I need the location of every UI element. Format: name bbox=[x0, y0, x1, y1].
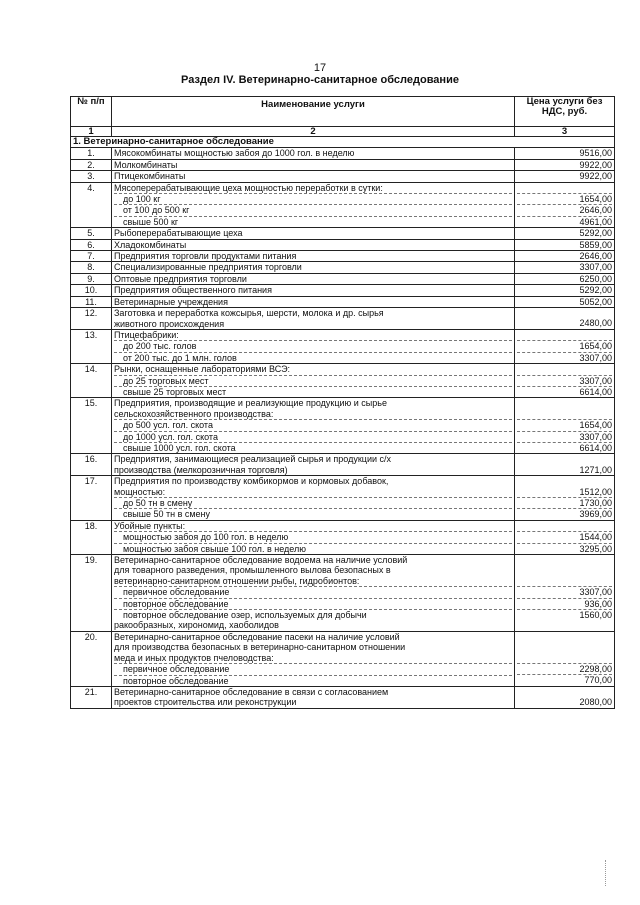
sub-item-price: 2646,00 bbox=[517, 204, 612, 215]
table-row bbox=[71, 686, 615, 708]
name-line: животного происхождения bbox=[114, 318, 225, 329]
row-price bbox=[515, 182, 615, 228]
row-price bbox=[515, 296, 615, 307]
row-number: 5. bbox=[71, 228, 112, 239]
price-spacer bbox=[517, 454, 612, 464]
row-price bbox=[515, 239, 615, 250]
sub-item-name: мощностью забоя свыше 100 гол. в неделю bbox=[114, 543, 512, 554]
name-line: Предприятия, занимающиеся реализацией сырья и продукции с/х bbox=[114, 454, 392, 465]
table-row bbox=[71, 285, 615, 296]
table-row bbox=[71, 308, 615, 330]
row-number: 12. bbox=[71, 308, 112, 330]
column-index: 1 bbox=[71, 127, 112, 137]
table-row bbox=[71, 296, 615, 307]
row-name bbox=[112, 182, 515, 228]
sub-item-name: ракообразных, хирономид, хаоболидов bbox=[114, 620, 279, 631]
name-line: Убойные пункты: bbox=[114, 520, 186, 531]
table-row bbox=[71, 398, 615, 454]
row-number: 8. bbox=[71, 262, 112, 273]
row-number: 4. bbox=[71, 182, 112, 228]
row-number: 16. bbox=[71, 454, 112, 476]
row-number: 13. bbox=[71, 329, 112, 363]
sub-item-price: 1560,00 bbox=[517, 609, 612, 620]
price-value: 9516,00 bbox=[579, 148, 612, 159]
price-value bbox=[517, 576, 612, 586]
table-row bbox=[71, 273, 615, 284]
row-number: 11. bbox=[71, 296, 112, 307]
price-value bbox=[517, 330, 612, 340]
table-row bbox=[71, 364, 615, 398]
sub-item-price: 3307,00 bbox=[517, 375, 612, 386]
row-price bbox=[515, 520, 615, 554]
name-line: Рынки, оснащенные лабораториями ВСЭ: bbox=[114, 364, 291, 375]
section-label: 1. Ветеринарно-санитарное обследование bbox=[71, 137, 615, 148]
table-row bbox=[71, 555, 615, 632]
row-number: 20. bbox=[71, 631, 112, 686]
row-number: 1. bbox=[71, 148, 112, 159]
table-row bbox=[71, 329, 615, 363]
row-price bbox=[515, 308, 615, 330]
name-line: ветеринарно-санитарном отношении рыбы, гидробионтов: bbox=[114, 575, 360, 586]
sub-item-price: 6614,00 bbox=[517, 386, 612, 397]
sub-item-name: до 500 усл. гол. скота bbox=[114, 419, 512, 430]
row-price bbox=[515, 476, 615, 521]
sub-item-price: 770,00 bbox=[517, 674, 612, 685]
name-line: проектов строительства или реконструкции bbox=[114, 697, 297, 708]
row-price bbox=[515, 285, 615, 296]
name-line: Ветеринарные учреждения bbox=[114, 296, 228, 307]
column-index: 2 bbox=[112, 127, 515, 137]
name-line: Ветеринарно-санитарное обследование пасеки на наличие условий bbox=[114, 631, 400, 642]
row-name bbox=[112, 454, 515, 476]
sub-item-price: 1654,00 bbox=[517, 193, 612, 204]
name-line: Рыбоперерабатывающие цеха bbox=[114, 228, 243, 239]
name-line: Заготовка и переработка кожсырья, шерсти, молока и др. сырья bbox=[114, 308, 384, 319]
row-price bbox=[515, 555, 615, 632]
sub-item-price: 3307,00 bbox=[517, 431, 612, 442]
row-number: 18. bbox=[71, 520, 112, 554]
row-number: 3. bbox=[71, 171, 112, 182]
row-name bbox=[112, 686, 515, 708]
row-price bbox=[515, 273, 615, 284]
scan-mark bbox=[605, 860, 607, 886]
sub-item-price: 936,00 bbox=[517, 598, 612, 609]
row-name bbox=[112, 273, 515, 284]
row-name bbox=[112, 228, 515, 239]
section-title: Раздел IV. Ветеринарно-санитарное обследование bbox=[181, 74, 459, 86]
price-spacer bbox=[517, 476, 612, 486]
row-number: 17. bbox=[71, 476, 112, 521]
row-price bbox=[515, 631, 615, 686]
name-line: Ветеринарно-санитарное обследование водоема на наличие условий bbox=[114, 555, 408, 566]
price-value: 1271,00 bbox=[579, 464, 612, 475]
price-spacer bbox=[517, 555, 612, 565]
sub-item-price: 1730,00 bbox=[517, 497, 612, 508]
price-value: 9922,00 bbox=[579, 159, 612, 170]
price-value: 5052,00 bbox=[579, 296, 612, 307]
price-value: 5292,00 bbox=[579, 228, 612, 239]
sub-item-name: повторное обследование озер, используемых для добычи bbox=[114, 609, 512, 620]
price-value bbox=[517, 521, 612, 531]
table-header-row bbox=[71, 97, 615, 127]
table-row bbox=[71, 251, 615, 262]
row-name bbox=[112, 520, 515, 554]
header-num: № п/п bbox=[71, 97, 112, 127]
price-spacer bbox=[517, 632, 612, 642]
name-line: Ветеринарно-санитарное обследование в связи с согласованием bbox=[114, 686, 389, 697]
price-spacer bbox=[517, 620, 612, 630]
sub-item-name: до 100 кг bbox=[114, 193, 512, 204]
name-line: Птицефабрики: bbox=[114, 329, 179, 340]
name-line: Мясоперерабатывающие цеха мощностью переработки в сутки: bbox=[114, 182, 383, 193]
sub-item-name: до 1000 усл. гол. скота bbox=[114, 431, 512, 442]
price-value bbox=[517, 364, 612, 374]
header-price: Цена услуги без НДС, руб. bbox=[515, 97, 615, 127]
sub-item-name: свыше 25 торговых мест bbox=[114, 386, 512, 397]
name-line: Предприятия, производящие и реализующие продукцию и сырье bbox=[114, 398, 387, 409]
table-row bbox=[71, 182, 615, 228]
sub-item-name: свыше 50 тн в смену bbox=[114, 508, 512, 519]
sub-item-price: 6614,00 bbox=[517, 442, 612, 453]
sub-item-name: повторное обследование bbox=[114, 598, 512, 609]
name-line: меда и иных продуктов пчеловодства: bbox=[114, 652, 274, 663]
sub-item-price: 1654,00 bbox=[517, 340, 612, 351]
table-row bbox=[71, 159, 615, 170]
row-name bbox=[112, 398, 515, 454]
sub-item-price: 3307,00 bbox=[517, 352, 612, 363]
row-name bbox=[112, 285, 515, 296]
sub-item-name: от 100 до 500 кг bbox=[114, 204, 512, 215]
price-value: 2480,00 bbox=[579, 318, 612, 329]
sub-item-name: от 200 тыс. до 1 млн. голов bbox=[114, 352, 512, 363]
row-name bbox=[112, 631, 515, 686]
name-line: Мясокомбинаты мощностью забоя до 1000 гол. в неделю bbox=[114, 148, 355, 159]
row-price bbox=[515, 329, 615, 363]
name-line: производства (мелкорозничная торговля) bbox=[114, 464, 288, 475]
name-line: Птицекомбинаты bbox=[114, 171, 186, 182]
row-name bbox=[112, 308, 515, 330]
price-spacer bbox=[517, 642, 612, 652]
sub-item-name: повторное обследование bbox=[114, 675, 512, 686]
row-price bbox=[515, 159, 615, 170]
table-row bbox=[71, 454, 615, 476]
row-number: 21. bbox=[71, 686, 112, 708]
name-line: Предприятия торговли продуктами питания bbox=[114, 251, 297, 262]
row-number: 6. bbox=[71, 239, 112, 250]
row-name bbox=[112, 296, 515, 307]
row-number: 14. bbox=[71, 364, 112, 398]
name-line: Специализированные предприятия торговли bbox=[114, 262, 302, 273]
table-row bbox=[71, 262, 615, 273]
row-number: 10. bbox=[71, 285, 112, 296]
price-value: 2080,00 bbox=[579, 697, 612, 708]
name-line: для товарного разведения, промышленного вылова безопасных в bbox=[114, 565, 391, 576]
table-row bbox=[71, 631, 615, 686]
sub-item-name: первичное обследование bbox=[114, 586, 512, 597]
price-value: 5859,00 bbox=[579, 239, 612, 250]
price-spacer bbox=[517, 565, 612, 575]
sub-item-price: 3969,00 bbox=[517, 508, 612, 519]
row-price bbox=[515, 171, 615, 182]
row-price bbox=[515, 686, 615, 708]
price-spacer bbox=[517, 398, 612, 408]
name-line: Молкомбинаты bbox=[114, 159, 178, 170]
row-price bbox=[515, 228, 615, 239]
table-row bbox=[71, 148, 615, 159]
row-name bbox=[112, 262, 515, 273]
table-row bbox=[71, 228, 615, 239]
sub-item-name: до 50 тн в смену bbox=[114, 497, 512, 508]
price-spacer bbox=[517, 308, 612, 318]
price-value: 6250,00 bbox=[579, 273, 612, 284]
sub-item-name: мощностью забоя до 100 гол. в неделю bbox=[114, 531, 512, 542]
sub-item-name: свыше 500 кг bbox=[114, 216, 512, 227]
row-name bbox=[112, 555, 515, 632]
sub-item-price: 3307,00 bbox=[517, 586, 612, 597]
price-value: 5292,00 bbox=[579, 285, 612, 296]
row-name bbox=[112, 476, 515, 521]
table-row bbox=[71, 239, 615, 250]
name-line: Оптовые предприятия торговли bbox=[114, 273, 247, 284]
sub-item-price: 4961,00 bbox=[517, 216, 612, 227]
row-price bbox=[515, 364, 615, 398]
sub-item-name: до 200 тыс. голов bbox=[114, 340, 512, 351]
sub-item-name: до 25 торговых мест bbox=[114, 375, 512, 386]
sub-item-name: свыше 1000 усл. гол. скота bbox=[114, 442, 512, 453]
name-line: Хладокомбинаты bbox=[114, 239, 187, 250]
price-value: 2646,00 bbox=[579, 251, 612, 262]
row-price bbox=[515, 454, 615, 476]
row-price bbox=[515, 251, 615, 262]
name-line: сельскохозяйственного производства: bbox=[114, 408, 274, 419]
header-name: Наименование услуги bbox=[112, 97, 515, 127]
sub-item-price: 1654,00 bbox=[517, 419, 612, 430]
column-index-row bbox=[71, 127, 615, 137]
row-price bbox=[515, 398, 615, 454]
price-value bbox=[517, 409, 612, 419]
price-value: 9922,00 bbox=[579, 171, 612, 182]
name-line: Предприятия по производству комбикормов и кормовых добавок, bbox=[114, 476, 389, 487]
row-price bbox=[515, 148, 615, 159]
sub-item-name: первичное обследование bbox=[114, 663, 512, 674]
name-line: мощностью: bbox=[114, 486, 166, 497]
row-name bbox=[112, 148, 515, 159]
row-number: 19. bbox=[71, 555, 112, 632]
price-spacer bbox=[517, 687, 612, 697]
price-table bbox=[70, 96, 615, 709]
price-value: 1512,00 bbox=[579, 486, 612, 497]
price-value: 3307,00 bbox=[579, 262, 612, 273]
sub-item-price: 1544,00 bbox=[517, 531, 612, 542]
row-number: 15. bbox=[71, 398, 112, 454]
row-number: 9. bbox=[71, 273, 112, 284]
name-line: для производства безопасных в ветеринарно-санитарном отношении bbox=[114, 642, 406, 653]
name-line: Предприятия общественного питания bbox=[114, 285, 272, 296]
row-name bbox=[112, 159, 515, 170]
page-number: 17 bbox=[313, 62, 327, 74]
row-name bbox=[112, 239, 515, 250]
table-row bbox=[71, 476, 615, 521]
column-index: 3 bbox=[515, 127, 615, 137]
row-name bbox=[112, 251, 515, 262]
price-value bbox=[517, 183, 612, 193]
row-name bbox=[112, 364, 515, 398]
row-number: 2. bbox=[71, 159, 112, 170]
row-price bbox=[515, 262, 615, 273]
table-row bbox=[71, 171, 615, 182]
sub-item-price: 2298,00 bbox=[517, 663, 612, 674]
row-name bbox=[112, 171, 515, 182]
sub-item-price: 3295,00 bbox=[517, 543, 612, 554]
section-row bbox=[71, 137, 615, 148]
row-number: 7. bbox=[71, 251, 112, 262]
row-name bbox=[112, 329, 515, 363]
table-row bbox=[71, 520, 615, 554]
price-value bbox=[517, 653, 612, 663]
